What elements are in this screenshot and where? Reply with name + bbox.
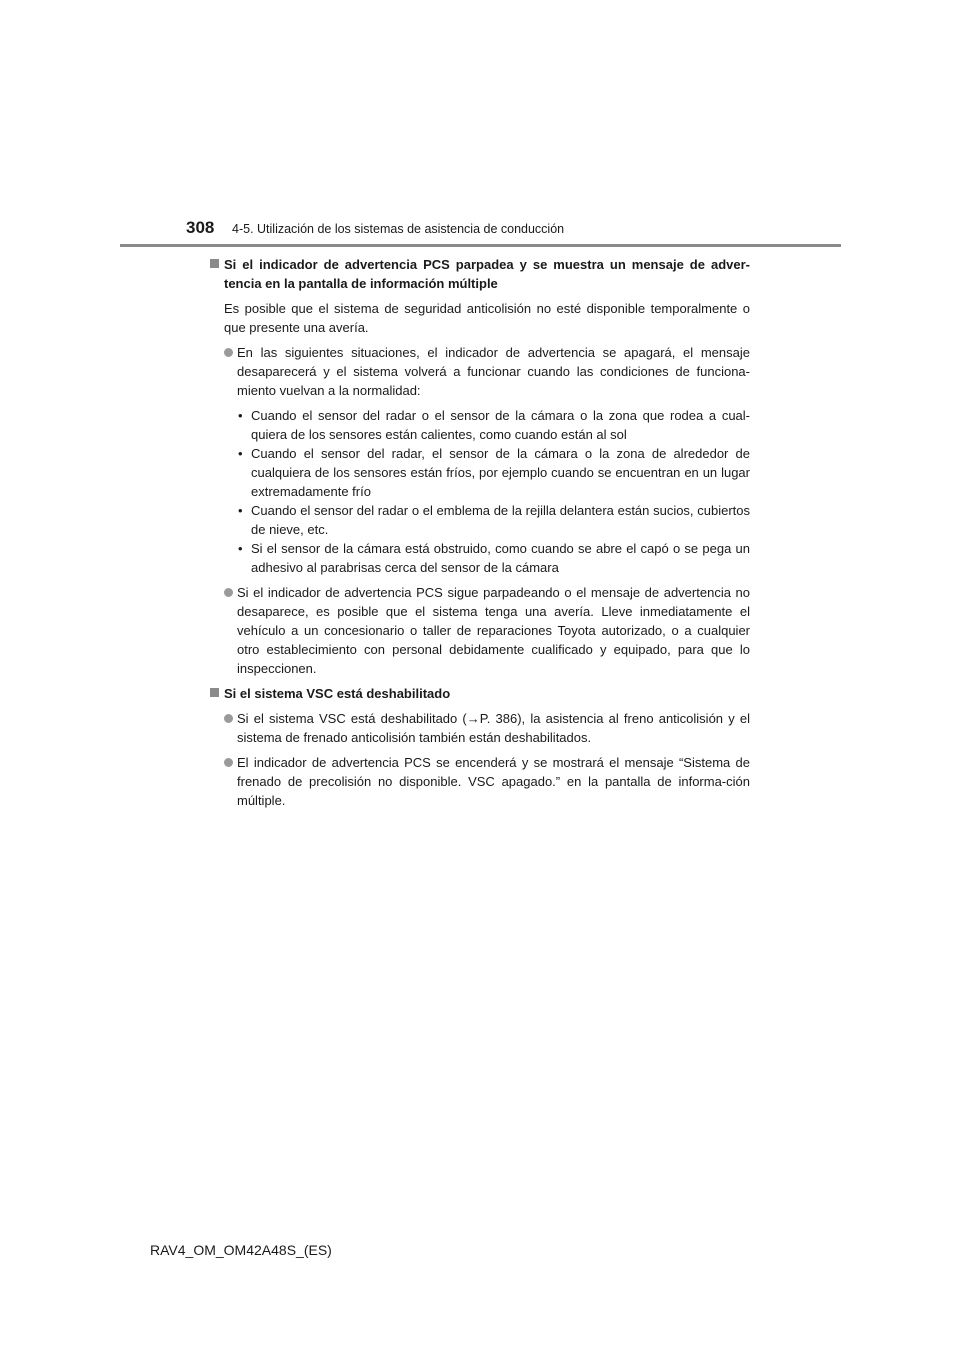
page-number: 308 — [186, 218, 215, 237]
bullet-text: El indicador de advertencia PCS se encenderá y se mostrará el mensaje “Sistema de frenado de precolisión no disponible. VSC apagado.” en la pantalla de informa-ción múltiple. — [237, 755, 750, 808]
section-heading — [210, 255, 750, 293]
list-item — [210, 709, 750, 747]
sub-list-item — [210, 501, 750, 539]
sub-list-item — [210, 539, 750, 577]
sub-list-item — [210, 406, 750, 444]
bullet-text: Si el sistema VSC está deshabilitado (→P. 386), la asistencia al freno anticolisión y el sistema de frenado anticolisión también están deshabilitados. — [237, 711, 750, 745]
section-heading — [210, 684, 750, 703]
section-heading-text: Si el sistema VSC está deshabilitado — [224, 686, 451, 701]
circle-bullet-icon — [224, 758, 233, 767]
list-item — [210, 343, 750, 400]
section-paragraph: Es posible que el sistema de seguridad anticolisión no esté disponible temporalmente o que presente una avería. — [224, 301, 750, 335]
dot-bullet-icon: • — [238, 503, 243, 518]
dot-bullet-icon: • — [238, 446, 243, 461]
document-code: RAV4_OM_OM42A48S_(ES) — [150, 1242, 332, 1258]
square-bullet-icon — [210, 259, 219, 268]
dot-bullet-icon: • — [238, 541, 243, 556]
dot-bullet-icon: • — [238, 408, 243, 423]
sub-item-text: Cuando el sensor del radar o el emblema de la rejilla delantera están sucios, cubiertos de nieve, etc. — [251, 503, 750, 537]
page-content — [210, 255, 750, 816]
bullet-text: Si el indicador de advertencia PCS sigue parpadeando o el mensaje de advertencia no desaparece, es posible que el sistema tenga una avería. Lleve inmediatamente el vehículo a un concesionario o taller de reparaciones Toyota autorizado, o a cualquier otro establecimiento con personal debidamente cualificado y equipado, para que lo inspeccionen. — [237, 585, 750, 676]
circle-bullet-icon — [224, 714, 233, 723]
section-vsc-disabled — [210, 684, 750, 810]
section-pcs-warning — [210, 255, 750, 678]
header-divider — [120, 244, 841, 247]
chapter-title: 4-5. Utilización de los sistemas de asistencia de conducción — [232, 222, 565, 236]
circle-bullet-icon — [224, 588, 233, 597]
section-heading-text: Si el indicador de advertencia PCS parpadea y se muestra un mensaje de adver-tencia en la pantalla de información múltiple — [224, 257, 750, 291]
sub-list — [210, 406, 750, 577]
circle-bullet-icon — [224, 348, 233, 357]
sub-item-text: Cuando el sensor del radar, el sensor de la cámara o la zona de alrededor de cualquiera de los sensores están fríos, por ejemplo cuando se encuentran en un lugar extremadamente frío — [251, 446, 750, 499]
list-item — [210, 583, 750, 678]
list-item — [210, 753, 750, 810]
sub-item-text: Si el sensor de la cámara está obstruido, como cuando se abre el capó o se pega un adhesivo al parabrisas cerca del sensor de la cámara — [251, 541, 750, 575]
bullet-text: En las siguientes situaciones, el indicador de advertencia se apagará, el mensaje desaparecerá y el sistema volverá a funcionar cuando las condiciones de funciona-miento vuelvan a la normalidad: — [237, 345, 750, 398]
sub-item-text: Cuando el sensor del radar o el sensor de la cámara o la zona que rodea a cual-quiera de los sensores están calientes, como cuando están al sol — [251, 408, 750, 442]
sub-list-item — [210, 444, 750, 501]
square-bullet-icon — [210, 688, 219, 697]
